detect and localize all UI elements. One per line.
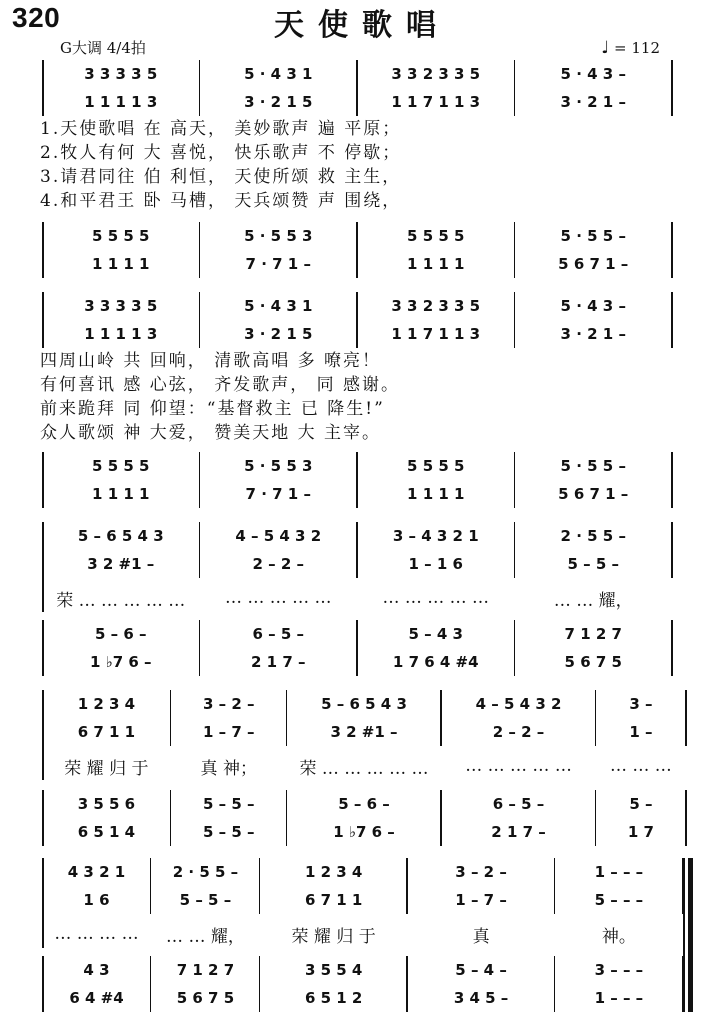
measure-2: [175, 790, 283, 846]
alto-voice: 3 2 #1 –: [87, 555, 155, 573]
bass-voice: 1 7: [627, 823, 654, 841]
lyric-line-2: 有何喜讯 感 心弦， 齐发歌声， 同 感谢。: [40, 375, 401, 395]
tenor-voice: 5 – 5 –: [202, 795, 255, 813]
alto-voice: 1 6: [83, 891, 110, 909]
measure-2: [155, 956, 256, 1012]
tenor-voice: 6 – 5 –: [492, 795, 545, 813]
lyric-voice: … … 耀，: [166, 926, 245, 947]
barline: [671, 292, 673, 348]
bass-voice: 1 1 1 1: [407, 485, 465, 503]
measure-3: [264, 858, 403, 948]
lyric-line-1: 四周山岭 共 回响， 清歌高唱 多 嘹亮！: [40, 351, 382, 371]
alto-voice: 2 – 2 –: [492, 723, 545, 741]
measure-3: [361, 222, 511, 278]
barline: [595, 790, 597, 846]
alto-voice: 1 – 1 6: [408, 555, 463, 573]
barline: [170, 790, 172, 846]
soprano-voice: 5 · 4 3 1: [244, 65, 313, 83]
barline: [356, 60, 358, 116]
bass-voice: 3 4 5 –: [453, 989, 509, 1007]
tenor-voice: 5 – 6 –: [94, 625, 147, 643]
measure-4: [519, 522, 669, 612]
measure-2: [155, 858, 256, 948]
final-barline-thick: [688, 858, 693, 1012]
measure-3: [361, 522, 511, 612]
barline: [286, 790, 288, 846]
system-3-lower: [42, 620, 672, 676]
barline: [150, 858, 152, 914]
barline: [685, 690, 687, 746]
bass-voice: 1 1 1 1: [92, 485, 150, 503]
system-2: [42, 292, 672, 348]
system-2-lower: [42, 452, 672, 508]
alto-voice: 1 –: [629, 723, 653, 741]
measure-1: [46, 956, 147, 1012]
lyrics-block-2: [40, 350, 690, 442]
barline: [42, 522, 44, 612]
barline: [42, 956, 44, 1012]
barline: [199, 222, 201, 278]
system-3: [42, 522, 672, 612]
barline: [42, 292, 44, 348]
barline: [356, 452, 358, 508]
tenor-voice: 5 · 5 5 –: [560, 457, 626, 475]
lyric-line-1: 1.天使歌唱 在 高天， 美妙歌声 遍 平原；: [40, 119, 402, 139]
soprano-voice: 5 · 4 3 –: [560, 297, 626, 315]
alto-voice: 1 – 7 –: [455, 891, 507, 909]
measure-2: [204, 452, 354, 508]
barline: [199, 60, 201, 116]
alto-voice: 5 – 5 –: [567, 555, 620, 573]
lyric-voice: 真: [472, 926, 490, 947]
barline: [514, 620, 516, 676]
bass-voice: 6 5 1 2: [304, 989, 363, 1007]
measure-4: [519, 452, 669, 508]
barline: [440, 690, 442, 746]
tenor-voice: 5 5 5 5: [92, 227, 150, 245]
bass-voice: 1 7 6 4 #4: [392, 653, 479, 671]
final-barline-thin: [683, 858, 685, 1012]
barline: [42, 858, 44, 948]
measure-2: [204, 292, 354, 348]
measure-1: [46, 522, 196, 612]
lyric-voice: … … 耀，: [553, 590, 633, 611]
tempo-marking: [601, 38, 660, 58]
soprano-voice: 3 3 3 3 5: [84, 65, 158, 83]
alto-voice: 6 7 1 1: [77, 723, 136, 741]
tenor-voice: 4 3: [83, 961, 110, 979]
measure-3: [361, 452, 511, 508]
bass-voice: 5 – 5 –: [202, 823, 255, 841]
barline: [514, 292, 516, 348]
system-5-lower: [42, 956, 683, 1012]
lyric-voice: 神。: [601, 926, 636, 947]
alto-voice: 3 · 2 1 –: [560, 325, 626, 343]
bass-voice: 7 · 7 1 –: [245, 255, 311, 273]
measure-5: [559, 956, 679, 1012]
alto-voice: 1 1 1 1 3: [84, 325, 158, 343]
measure-4: [519, 222, 669, 278]
measure-3: [361, 60, 511, 116]
soprano-voice: 1 – – –: [594, 863, 644, 881]
bass-voice: 5 6 7 5: [176, 989, 235, 1007]
soprano-voice: 3 – 2 –: [455, 863, 507, 881]
measure-3: [264, 956, 403, 1012]
barline: [671, 620, 673, 676]
measure-1: [46, 222, 196, 278]
lyric-voice: … … … … …: [382, 588, 490, 608]
measure-4: [445, 690, 592, 780]
lyric-voice: 荣 耀 归 于: [291, 926, 376, 947]
alto-voice: 1 – 7 –: [202, 723, 255, 741]
barline: [514, 522, 516, 578]
soprano-voice: 1 2 3 4: [77, 695, 136, 713]
barline: [199, 452, 201, 508]
tenor-voice: 5 · 5 5 3: [244, 457, 313, 475]
alto-voice: 2 – 2 –: [252, 555, 305, 573]
barline: [595, 690, 597, 746]
barline: [356, 222, 358, 278]
tenor-voice: 5 · 5 5 –: [560, 227, 626, 245]
system-5: [42, 858, 683, 948]
bass-voice: 6 4 #4: [69, 989, 124, 1007]
lyric-voice: … … … …: [54, 924, 139, 944]
measure-4: [519, 60, 669, 116]
measure-2: [204, 60, 354, 116]
soprano-voice: 5 – 6 5 4 3: [77, 527, 164, 545]
soprano-voice: 3 3 2 3 3 5: [391, 65, 481, 83]
alto-voice: 1 1 7 1 1 3: [391, 93, 481, 111]
barline: [671, 222, 673, 278]
bass-voice: 1 1 1 1: [407, 255, 465, 273]
alto-voice: 3 · 2 1 5: [244, 325, 313, 343]
barline: [42, 690, 44, 780]
barline: [286, 690, 288, 746]
bass-voice: 1 ♭7 6 –: [89, 653, 152, 671]
lyric-voice: 荣 耀 归 于: [64, 758, 149, 779]
measure-1: [46, 620, 196, 676]
lyric-voice: 荣 … … … … …: [56, 590, 186, 611]
bass-voice: 1 ♭7 6 –: [333, 823, 395, 841]
quarter-note-icon: ♩: [601, 38, 610, 58]
barline: [259, 956, 261, 1012]
soprano-voice: 4 – 5 4 3 2: [475, 695, 562, 713]
tenor-voice: 7 1 2 7: [176, 961, 235, 979]
measure-1: [46, 292, 196, 348]
lyric-line-3: 前来跪拜 同 仰望：“基督救主 已 降生!”: [40, 399, 385, 419]
bass-voice: 7 · 7 1 –: [245, 485, 311, 503]
soprano-voice: 3 3 3 3 5: [84, 297, 158, 315]
soprano-voice: 2 · 5 5 –: [560, 527, 626, 545]
soprano-voice: 4 3 2 1: [67, 863, 126, 881]
tenor-voice: 5 – 6 –: [338, 795, 390, 813]
measure-4: [445, 790, 592, 846]
bass-voice: 1 – – –: [594, 989, 644, 1007]
barline: [199, 522, 201, 578]
system-1-lower: [42, 222, 672, 278]
measure-4: [411, 858, 550, 948]
barline: [199, 620, 201, 676]
bass-voice: 2 1 7 –: [491, 823, 546, 841]
lyric-voice: … … … … …: [465, 756, 572, 776]
barline: [42, 620, 44, 676]
soprano-voice: 5 – 6 5 4 3: [321, 695, 407, 713]
measure-1: [46, 452, 196, 508]
alto-voice: 5 – 5 –: [179, 891, 232, 909]
measure-2: [204, 522, 354, 612]
soprano-voice: 5 · 4 3 –: [560, 65, 626, 83]
barline: [356, 620, 358, 676]
barline: [554, 858, 556, 914]
bass-voice: 5 6 7 1 –: [558, 255, 629, 273]
system-1: [42, 60, 672, 116]
soprano-voice: 1 2 3 4: [304, 863, 363, 881]
alto-voice: 5 – – –: [594, 891, 644, 909]
lyric-voice: 真 神；: [200, 758, 257, 779]
lyric-voice: … … …: [610, 756, 672, 776]
barline: [259, 858, 261, 914]
measure-2: [204, 222, 354, 278]
lyric-voice: 荣 … … … … …: [299, 758, 429, 779]
measure-2: [204, 620, 354, 676]
tenor-voice: 3 – – –: [594, 961, 644, 979]
barline: [42, 790, 44, 846]
tenor-voice: 3 5 5 4: [304, 961, 363, 979]
lyric-line-3: 3.请君同往 伯 利恒， 天使所颂 救 主生，: [40, 167, 402, 187]
measure-3: [361, 292, 511, 348]
barline: [406, 956, 408, 1012]
barline: [671, 60, 673, 116]
bass-voice: 1 1 1 1: [92, 255, 150, 273]
measure-1: [46, 790, 167, 846]
alto-voice: 3 2 #1 –: [330, 723, 398, 741]
barline: [150, 956, 152, 1012]
alto-voice: 3 · 2 1 5: [244, 93, 313, 111]
bass-voice: 6 5 1 4: [77, 823, 136, 841]
barline: [42, 222, 44, 278]
soprano-voice: 4 – 5 4 3 2: [235, 527, 322, 545]
tenor-voice: 6 – 5 –: [252, 625, 305, 643]
tenor-voice: 3 5 5 6: [77, 795, 136, 813]
tenor-voice: 5 · 5 5 3: [244, 227, 313, 245]
system-4-lower: [42, 790, 686, 846]
measure-2: [175, 690, 283, 780]
measure-5: [600, 690, 682, 780]
soprano-voice: 2 · 5 5 –: [172, 863, 239, 881]
tenor-voice: 5 5 5 5: [407, 227, 465, 245]
measure-5: [600, 790, 682, 846]
measure-1: [46, 690, 167, 780]
barline: [406, 858, 408, 914]
barline: [554, 956, 556, 1012]
lyric-line-4: 众人歌颂 神 大爱， 赞美天地 大 主宰。: [40, 423, 382, 443]
tenor-voice: 5 5 5 5: [92, 457, 150, 475]
measure-3: [361, 620, 511, 676]
measure-4: [411, 956, 550, 1012]
alto-voice: 1 1 7 1 1 3: [391, 325, 481, 343]
barline: [685, 790, 687, 846]
barline: [356, 292, 358, 348]
lyric-line-2: 2.牧人有何 大 喜悦， 快乐歌声 不 停歇；: [40, 143, 402, 163]
key-meter: G大调 4/4拍: [60, 39, 146, 57]
barline: [42, 452, 44, 508]
lyric-voice: … … … … …: [224, 588, 332, 608]
bass-voice: 5 6 7 5: [564, 653, 622, 671]
alto-voice: 6 7 1 1: [304, 891, 363, 909]
barline: [440, 790, 442, 846]
measure-3: [291, 790, 438, 846]
lyrics-block-1: [40, 118, 690, 210]
soprano-voice: 5 · 4 3 1: [244, 297, 313, 315]
soprano-voice: 3 –: [629, 695, 653, 713]
tenor-voice: 5 – 4 –: [455, 961, 507, 979]
measure-5: [559, 858, 679, 948]
barline: [356, 522, 358, 578]
barline: [671, 522, 673, 578]
alto-voice: 3 · 2 1 –: [560, 93, 626, 111]
tenor-voice: 7 1 2 7: [564, 625, 622, 643]
barline: [42, 60, 44, 116]
alto-voice: 1 1 1 1 3: [84, 93, 158, 111]
lyric-line-4: 4.和平君王 卧 马槽， 天兵颂赞 声 围绕，: [40, 191, 402, 211]
hymn-number: 320: [12, 2, 61, 33]
tempo-value: = 112: [614, 39, 660, 57]
bass-voice: 2 1 7 –: [251, 653, 306, 671]
measure-3: [291, 690, 438, 780]
measure-4: [519, 620, 669, 676]
soprano-voice: 3 – 4 3 2 1: [392, 527, 479, 545]
tenor-voice: 5 5 5 5: [407, 457, 465, 475]
barline: [514, 452, 516, 508]
barline: [671, 452, 673, 508]
measure-4: [519, 292, 669, 348]
system-4: [42, 690, 686, 780]
soprano-voice: 3 3 2 3 3 5: [391, 297, 481, 315]
barline: [514, 60, 516, 116]
measure-1: [46, 60, 196, 116]
soprano-voice: 3 – 2 –: [202, 695, 255, 713]
bass-voice: 5 6 7 1 –: [558, 485, 629, 503]
barline: [199, 292, 201, 348]
tenor-voice: 5 – 4 3: [408, 625, 463, 643]
tenor-voice: 5 –: [629, 795, 653, 813]
hymn-title: 天使歌唱: [274, 8, 450, 43]
measure-1: [46, 858, 147, 948]
barline: [514, 222, 516, 278]
barline: [170, 690, 172, 746]
